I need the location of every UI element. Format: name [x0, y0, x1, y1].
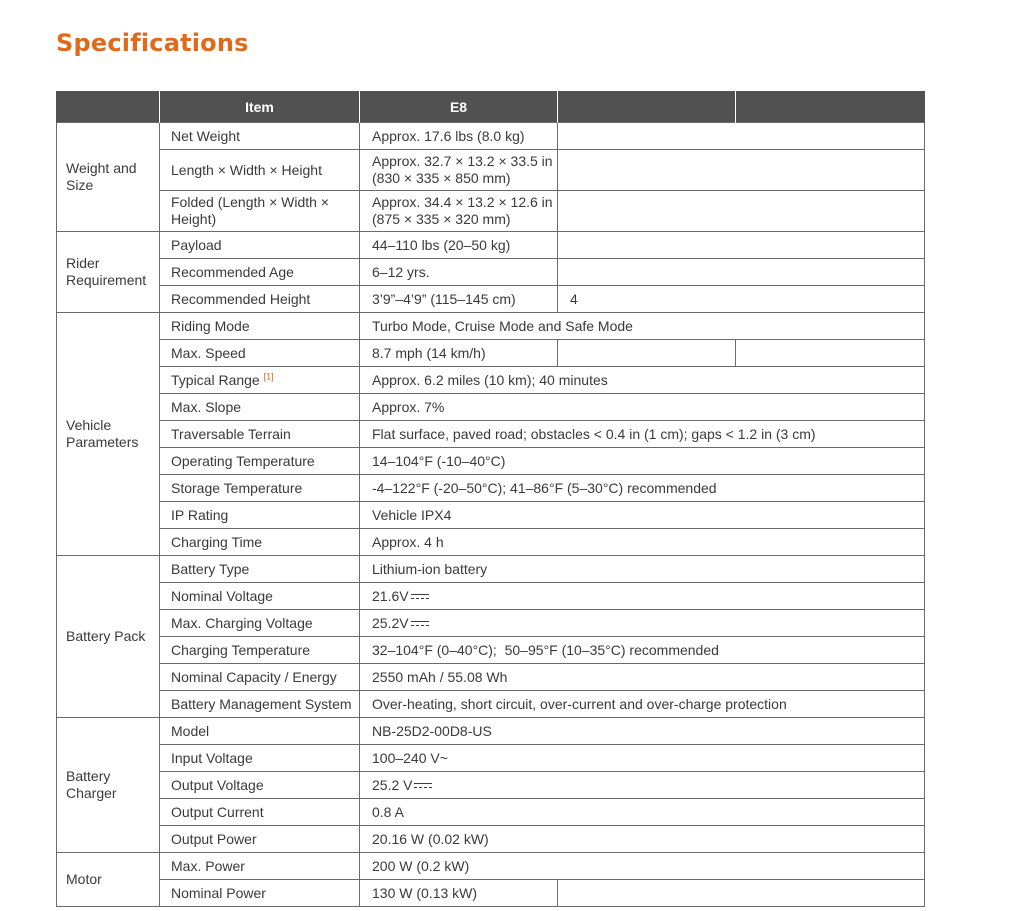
table-row — [57, 826, 925, 853]
group-motor: Motor — [57, 853, 160, 907]
empty-cell — [558, 123, 925, 150]
table-row — [57, 421, 925, 448]
table-row — [57, 123, 925, 150]
value-storage-temperature: -4–122°F (-20–50°C); 41–86°F (5–30°C) recommended — [360, 475, 925, 502]
value-nominal-power: 130 W (0.13 kW) — [360, 880, 558, 907]
specifications-table — [56, 91, 925, 907]
header-group-cell — [57, 91, 160, 123]
empty-cell — [558, 880, 925, 907]
item-net-weight: Net Weight — [160, 123, 360, 150]
empty-cell — [558, 232, 925, 259]
table-row — [57, 232, 925, 259]
item-charging-time: Charging Time — [160, 529, 360, 556]
item-ip-rating: IP Rating — [160, 502, 360, 529]
value-payload: 44–110 lbs (20–50 kg) — [360, 232, 558, 259]
table-row — [57, 191, 925, 232]
item-input-voltage: Input Voltage — [160, 745, 360, 772]
item-model: Model — [160, 718, 360, 745]
value-max-charging-voltage: 25.2V — [372, 614, 409, 631]
value-input-voltage: 100–240 V~ — [360, 745, 925, 772]
item-recommended-height: Recommended Height — [160, 286, 360, 313]
table-row — [57, 583, 925, 610]
table-row — [57, 259, 925, 286]
table-row — [57, 340, 925, 367]
value-model: NB-25D2-00D8-US — [360, 718, 925, 745]
header-extra-1 — [558, 91, 736, 123]
table-row — [57, 772, 925, 799]
value-battery-management-system: Over-heating, short circuit, over-current and over-charge protection — [360, 691, 925, 718]
table-row — [57, 502, 925, 529]
item-max-slope: Max. Slope — [160, 394, 360, 421]
empty-cell — [558, 150, 925, 191]
table-row — [57, 799, 925, 826]
value-output-power: 20.16 W (0.02 kW) — [360, 826, 925, 853]
table-row — [57, 745, 925, 772]
table-row — [57, 286, 925, 313]
item-nominal-voltage: Nominal Voltage — [160, 583, 360, 610]
value-output-current: 0.8 A — [360, 799, 925, 826]
item-folded-dimensions: Folded (Length × Width × Height) — [160, 191, 360, 232]
table-row — [57, 475, 925, 502]
table-row — [57, 637, 925, 664]
value-riding-mode: Turbo Mode, Cruise Mode and Safe Mode — [360, 313, 925, 340]
header-item: Item — [160, 91, 360, 123]
value-nominal-voltage-cell — [360, 583, 925, 610]
item-typical-range-label: Typical Range — [171, 371, 260, 388]
item-dimensions: Length × Width × Height — [160, 150, 360, 191]
item-charging-temperature: Charging Temperature — [160, 637, 360, 664]
value-nominal-capacity: 2550 mAh / 55.08 Wh — [360, 664, 925, 691]
table-row — [57, 718, 925, 745]
value-traversable-terrain: Flat surface, paved road; obstacles < 0.4 in (1 cm); gaps < 1.2 in (3 cm) — [360, 421, 925, 448]
item-recommended-age: Recommended Age — [160, 259, 360, 286]
table-row — [57, 691, 925, 718]
table-row — [57, 880, 925, 907]
empty-cell — [558, 259, 925, 286]
empty-cell — [558, 191, 925, 232]
item-battery-management-system: Battery Management System — [160, 691, 360, 718]
item-nominal-power: Nominal Power — [160, 880, 360, 907]
table-row — [57, 853, 925, 880]
table-header-row — [57, 91, 925, 123]
header-model: E8 — [360, 91, 558, 123]
value-battery-type: Lithium-ion battery — [360, 556, 925, 583]
item-max-charging-voltage: Max. Charging Voltage — [160, 610, 360, 637]
value-output-voltage: 25.2 V — [372, 776, 413, 793]
table-row — [57, 313, 925, 340]
value-max-speed: 8.7 mph (14 km/h) — [360, 340, 558, 367]
item-output-power: Output Power — [160, 826, 360, 853]
direct-current-icon — [411, 620, 429, 628]
value-dimensions: Approx. 32.7 × 13.2 × 33.5 in (830 × 335 × 850 mm) — [360, 150, 558, 191]
empty-cell — [558, 340, 736, 367]
group-rider-requirement: Rider Requirement — [57, 232, 160, 313]
value-max-slope: Approx. 7% — [360, 394, 925, 421]
value-recommended-age: 6–12 yrs. — [360, 259, 558, 286]
value-max-charging-voltage-cell — [360, 610, 925, 637]
extra-recommended-height: 4 — [558, 286, 925, 313]
value-typical-range: Approx. 6.2 miles (10 km); 40 minutes — [360, 367, 925, 394]
direct-current-icon — [411, 593, 429, 601]
group-weight-and-size: Weight and Size — [57, 123, 160, 232]
item-output-current: Output Current — [160, 799, 360, 826]
group-battery-pack: Battery Pack — [57, 556, 160, 718]
value-operating-temperature: 14–104°F (-10–40°C) — [360, 448, 925, 475]
empty-cell — [736, 340, 925, 367]
value-charging-time: Approx. 4 h — [360, 529, 925, 556]
item-output-voltage: Output Voltage — [160, 772, 360, 799]
direct-current-icon — [414, 782, 432, 790]
item-nominal-capacity: Nominal Capacity / Energy — [160, 664, 360, 691]
value-max-power: 200 W (0.2 kW) — [360, 853, 925, 880]
item-battery-type: Battery Type — [160, 556, 360, 583]
group-vehicle-parameters: Vehicle Parameters — [57, 313, 160, 556]
header-extra-2 — [736, 91, 925, 123]
value-folded-dimensions: Approx. 34.4 × 13.2 × 12.6 in (875 × 335 × 320 mm) — [360, 191, 558, 232]
value-recommended-height: 3’9”–4’9” (115–145 cm) — [360, 286, 558, 313]
item-riding-mode: Riding Mode — [160, 313, 360, 340]
item-max-power: Max. Power — [160, 853, 360, 880]
value-nominal-voltage: 21.6V — [372, 587, 409, 604]
footnote-marker: [1] — [263, 370, 274, 381]
table-row — [57, 664, 925, 691]
item-operating-temperature: Operating Temperature — [160, 448, 360, 475]
table-row — [57, 448, 925, 475]
table-row — [57, 150, 925, 191]
item-traversable-terrain: Traversable Terrain — [160, 421, 360, 448]
item-payload: Payload — [160, 232, 360, 259]
item-storage-temperature: Storage Temperature — [160, 475, 360, 502]
item-max-speed: Max. Speed — [160, 340, 360, 367]
table-row — [57, 556, 925, 583]
value-net-weight: Approx. 17.6 lbs (8.0 kg) — [360, 123, 558, 150]
value-charging-temperature: 32–104°F (0–40°C); 50–95°F (10–35°C) recommended — [360, 637, 925, 664]
table-row — [57, 394, 925, 421]
group-battery-charger: Battery Charger — [57, 718, 160, 853]
table-row — [57, 367, 925, 394]
item-typical-range — [160, 367, 360, 394]
table-row — [57, 610, 925, 637]
table-row — [57, 529, 925, 556]
page-title: Specifications — [56, 29, 249, 57]
value-output-voltage-cell — [360, 772, 925, 799]
value-ip-rating: Vehicle IPX4 — [360, 502, 925, 529]
